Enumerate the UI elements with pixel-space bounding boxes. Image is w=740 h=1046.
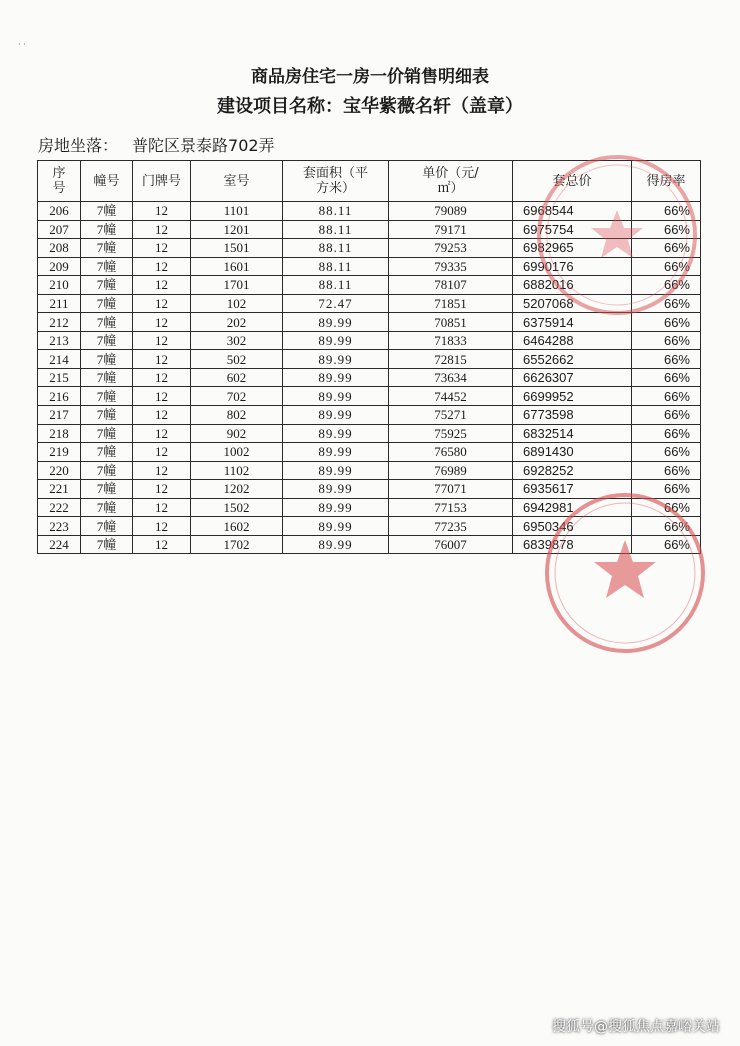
cell-total: 6928252 [513,461,632,480]
cell-room: 602 [191,368,283,387]
cell-seq: 207 [38,220,81,239]
property-location [38,133,275,156]
cell-rate: 66% [632,498,701,517]
cell-seq: 217 [38,406,81,425]
cell-room: 1701 [191,276,283,295]
cell-total: 6839878 [513,535,632,554]
cell-price: 78107 [389,276,513,295]
cell-door: 12 [133,294,191,313]
cell-area: 88.11 [283,276,389,295]
cell-area: 89.99 [283,480,389,499]
cell-price: 79089 [389,202,513,221]
cell-seq: 208 [38,239,81,258]
cell-area: 89.99 [283,498,389,517]
cell-area: 89.99 [283,443,389,462]
scan-specks: · · [18,40,26,49]
header-room: 室号 [191,161,283,202]
table-row [38,480,701,499]
table-row [38,517,701,536]
cell-total: 6942981 [513,498,632,517]
cell-door: 12 [133,313,191,332]
cell-price: 77235 [389,517,513,536]
cell-total: 5207068 [513,294,632,313]
table-row [38,535,701,554]
cell-building: 7幢 [81,276,133,295]
cell-room: 1502 [191,498,283,517]
cell-price: 79335 [389,257,513,276]
cell-total: 6975754 [513,220,632,239]
header-price: 单价（元/㎡） [389,161,513,202]
cell-building: 7幢 [81,350,133,369]
cell-room: 1002 [191,443,283,462]
cell-seq: 222 [38,498,81,517]
cell-building: 7幢 [81,202,133,221]
cell-seq: 210 [38,276,81,295]
table-row [38,276,701,295]
cell-rate: 66% [632,461,701,480]
cell-total: 6982965 [513,239,632,258]
cell-total: 6832514 [513,424,632,443]
cell-building: 7幢 [81,443,133,462]
cell-price: 74452 [389,387,513,406]
cell-door: 12 [133,517,191,536]
cell-rate: 66% [632,368,701,387]
cell-total: 6935617 [513,480,632,499]
table-row [38,498,701,517]
cell-rate: 66% [632,276,701,295]
table-row [38,239,701,258]
cell-room: 1102 [191,461,283,480]
cell-rate: 66% [632,220,701,239]
header-area: 套面积（平方米） [283,161,389,202]
cell-door: 12 [133,461,191,480]
cell-rate: 66% [632,424,701,443]
cell-door: 12 [133,535,191,554]
cell-building: 7幢 [81,498,133,517]
header-door: 门牌号 [133,161,191,202]
cell-door: 12 [133,480,191,499]
cell-total: 6552662 [513,350,632,369]
cell-total: 6891430 [513,443,632,462]
cell-rate: 66% [632,202,701,221]
cell-price: 75271 [389,406,513,425]
cell-price: 72815 [389,350,513,369]
table-row [38,294,701,313]
table-row [38,202,701,221]
cell-room: 1101 [191,202,283,221]
cell-door: 12 [133,387,191,406]
cell-seq: 211 [38,294,81,313]
cell-seq: 221 [38,480,81,499]
cell-price: 70851 [389,313,513,332]
cell-rate: 66% [632,535,701,554]
cell-rate: 66% [632,480,701,499]
cell-area: 88.11 [283,239,389,258]
cell-seq: 220 [38,461,81,480]
table-row [38,424,701,443]
header-seq: 序号 [38,161,81,202]
table-row [38,368,701,387]
project-name: 建设项目名称：宝华紫薇名轩（盖章） [217,96,523,117]
cell-area: 89.99 [283,387,389,406]
cell-room: 1702 [191,535,283,554]
cell-seq: 214 [38,350,81,369]
cell-room: 502 [191,350,283,369]
cell-area: 88.11 [283,220,389,239]
cell-area: 89.99 [283,406,389,425]
cell-building: 7幢 [81,313,133,332]
cell-seq: 224 [38,535,81,554]
table-row [38,461,701,480]
cell-area: 89.99 [283,313,389,332]
cell-building: 7幢 [81,535,133,554]
cell-total: 6464288 [513,331,632,350]
cell-total: 6375914 [513,313,632,332]
cell-building: 7幢 [81,517,133,536]
cell-door: 12 [133,443,191,462]
cell-total: 6773598 [513,406,632,425]
cell-room: 1202 [191,480,283,499]
cell-total: 6990176 [513,257,632,276]
cell-building: 7幢 [81,406,133,425]
cell-area: 89.99 [283,331,389,350]
table-row [38,313,701,332]
cell-building: 7幢 [81,239,133,258]
cell-room: 202 [191,313,283,332]
table-row [38,257,701,276]
cell-building: 7幢 [81,368,133,387]
cell-room: 1201 [191,220,283,239]
cell-price: 71851 [389,294,513,313]
cell-door: 12 [133,257,191,276]
cell-door: 12 [133,368,191,387]
cell-seq: 216 [38,387,81,406]
cell-room: 1501 [191,239,283,258]
cell-total: 6950346 [513,517,632,536]
cell-room: 802 [191,406,283,425]
cell-door: 12 [133,239,191,258]
cell-room: 302 [191,331,283,350]
cell-seq: 209 [38,257,81,276]
cell-area: 89.99 [283,535,389,554]
cell-room: 902 [191,424,283,443]
cell-rate: 66% [632,239,701,258]
header-total: 套总价 [513,161,632,202]
header-rate: 得房率 [632,161,701,202]
cell-seq: 213 [38,331,81,350]
cell-door: 12 [133,331,191,350]
cell-rate: 66% [632,257,701,276]
cell-total: 6968544 [513,202,632,221]
cell-total: 6626307 [513,368,632,387]
cell-door: 12 [133,202,191,221]
cell-building: 7幢 [81,294,133,313]
cell-total: 6699952 [513,387,632,406]
cell-rate: 66% [632,387,701,406]
cell-seq: 212 [38,313,81,332]
cell-seq: 223 [38,517,81,536]
cell-price: 77071 [389,480,513,499]
cell-rate: 66% [632,517,701,536]
cell-area: 89.99 [283,350,389,369]
table-row [38,387,701,406]
cell-building: 7幢 [81,331,133,350]
cell-seq: 218 [38,424,81,443]
location-value: 普陀区景泰路702弄 [132,136,275,155]
cell-seq: 206 [38,202,81,221]
table-row [38,220,701,239]
location-label: 房地坐落： [38,136,119,155]
cell-area: 72.47 [283,294,389,313]
cell-price: 76580 [389,443,513,462]
cell-seq: 219 [38,443,81,462]
cell-rate: 66% [632,294,701,313]
cell-price: 76007 [389,535,513,554]
cell-door: 12 [133,406,191,425]
cell-price: 76989 [389,461,513,480]
cell-door: 12 [133,498,191,517]
cell-room: 102 [191,294,283,313]
document-title: 商品房住宅一房一价销售明细表 [251,67,489,87]
cell-door: 12 [133,350,191,369]
cell-door: 12 [133,220,191,239]
cell-building: 7幢 [81,424,133,443]
cell-price: 71833 [389,331,513,350]
cell-price: 79171 [389,220,513,239]
cell-building: 7幢 [81,220,133,239]
cell-area: 88.11 [283,202,389,221]
cell-price: 79253 [389,239,513,258]
cell-price: 73634 [389,368,513,387]
source-watermark: 搜狐号@搜狐焦点嘉峪关站 [552,1019,720,1035]
cell-door: 12 [133,276,191,295]
cell-rate: 66% [632,350,701,369]
cell-rate: 66% [632,331,701,350]
cell-room: 702 [191,387,283,406]
cell-price: 77153 [389,498,513,517]
header-building: 幢号 [81,161,133,202]
cell-rate: 66% [632,406,701,425]
cell-area: 89.99 [283,461,389,480]
cell-rate: 66% [632,443,701,462]
cell-area: 88.11 [283,257,389,276]
cell-area: 89.99 [283,517,389,536]
cell-area: 89.99 [283,424,389,443]
sales-detail-table [37,160,701,554]
cell-total: 6882016 [513,276,632,295]
cell-price: 75925 [389,424,513,443]
table-row [38,443,701,462]
cell-room: 1601 [191,257,283,276]
cell-building: 7幢 [81,257,133,276]
cell-building: 7幢 [81,387,133,406]
cell-building: 7幢 [81,461,133,480]
cell-seq: 215 [38,368,81,387]
table-row [38,350,701,369]
table-row [38,331,701,350]
cell-rate: 66% [632,313,701,332]
cell-area: 89.99 [283,368,389,387]
cell-door: 12 [133,424,191,443]
cell-room: 1602 [191,517,283,536]
table-row [38,406,701,425]
table-header-row [38,161,701,202]
cell-building: 7幢 [81,480,133,499]
